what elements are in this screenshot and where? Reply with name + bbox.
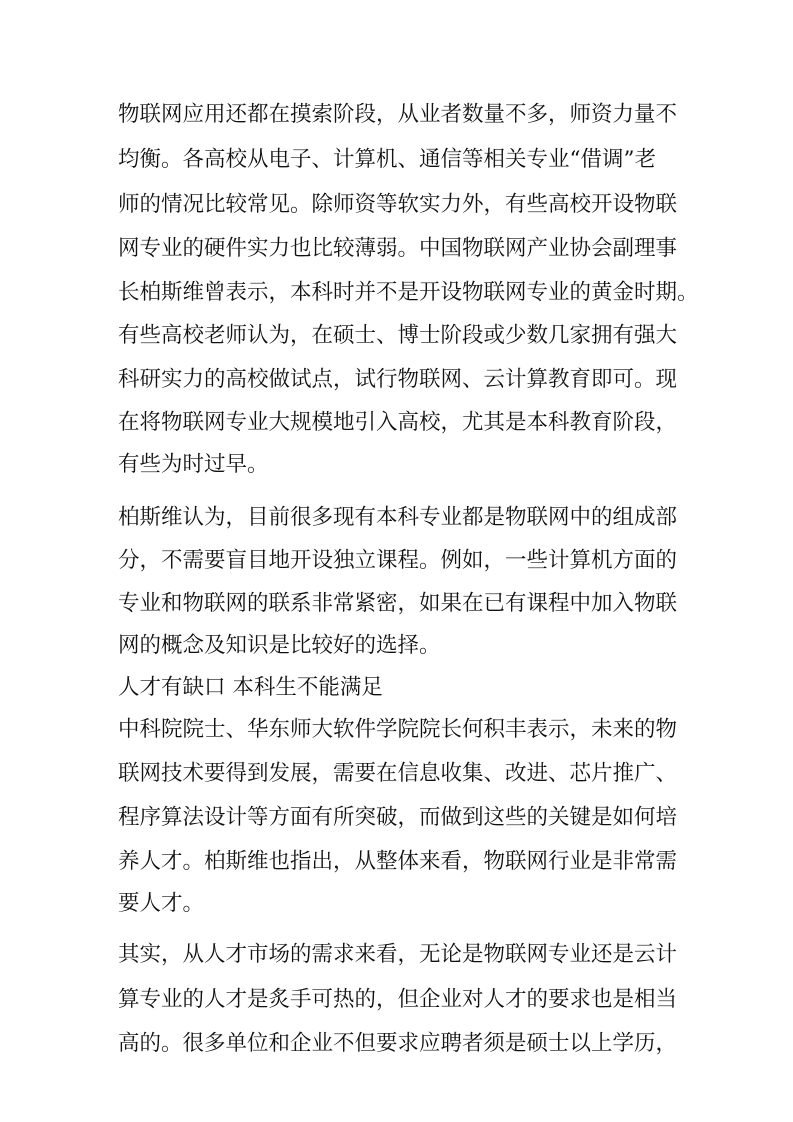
text-line: 高的。很多单位和企业不但要求应聘者须是硕士以上学历， — [118, 1031, 678, 1056]
text-line: 网的概念及知识是比较好的选择。 — [118, 633, 441, 658]
text-line: 要人才。 — [118, 891, 205, 916]
text-line: 分，不需要盲目地开设独立课程。例如，一些计算机方面的 — [118, 548, 678, 573]
section-heading: 人才有缺口 本科生不能满足 — [118, 675, 383, 700]
text-line: 养人才。柏斯维也指出，从整体来看，物联网行业是非常需 — [118, 849, 678, 874]
text-line: 有些高校老师认为，在硕士、博士阶段或少数几家拥有强大 — [118, 323, 678, 348]
text-line: 程序算法设计等方面有所突破，而做到这些的关键是如何培 — [118, 805, 678, 830]
text-line: 有些为时过早。 — [118, 452, 269, 477]
text-line: 算专业的人才是炙手可热的，但企业对人才的要求也是相当 — [118, 987, 678, 1012]
text-line: 网专业的硬件实力也比较薄弱。中国物联网产业协会副理事 — [118, 236, 678, 261]
text-line: 科研实力的高校做试点，试行物联网、云计算教育即可。现 — [118, 367, 678, 392]
text-line: 专业和物联网的联系非常紧密，如果在已有课程中加入物联 — [118, 591, 678, 616]
text-line: 其实，从人才市场的需求来看，无论是物联网专业还是云计 — [118, 942, 678, 967]
text-line: 物联网应用还都在摸索阶段，从业者数量不多，师资力量不 — [118, 102, 678, 127]
text-line: 柏斯维认为，目前很多现有本科专业都是物联网中的组成部 — [118, 505, 678, 530]
text-line: 师的情况比较常见。除师资等软实力外，有些高校开设物联 — [118, 192, 678, 217]
text-line: 在将物联网专业大规模地引入高校，尤其是本科教育阶段， — [118, 410, 678, 435]
text-line: 均衡。各高校从电子、计算机、通信等相关专业“借调”老 — [118, 147, 656, 172]
text-line: 联网技术要得到发展，需要在信息收集、改进、芯片推广、 — [118, 761, 678, 786]
text-line: 中科院院士、华东师大软件学院院长何积丰表示，未来的物 — [118, 717, 678, 742]
text-line: 长柏斯维曾表示，本科时并不是开设物联网专业的黄金时期。 — [118, 280, 699, 305]
